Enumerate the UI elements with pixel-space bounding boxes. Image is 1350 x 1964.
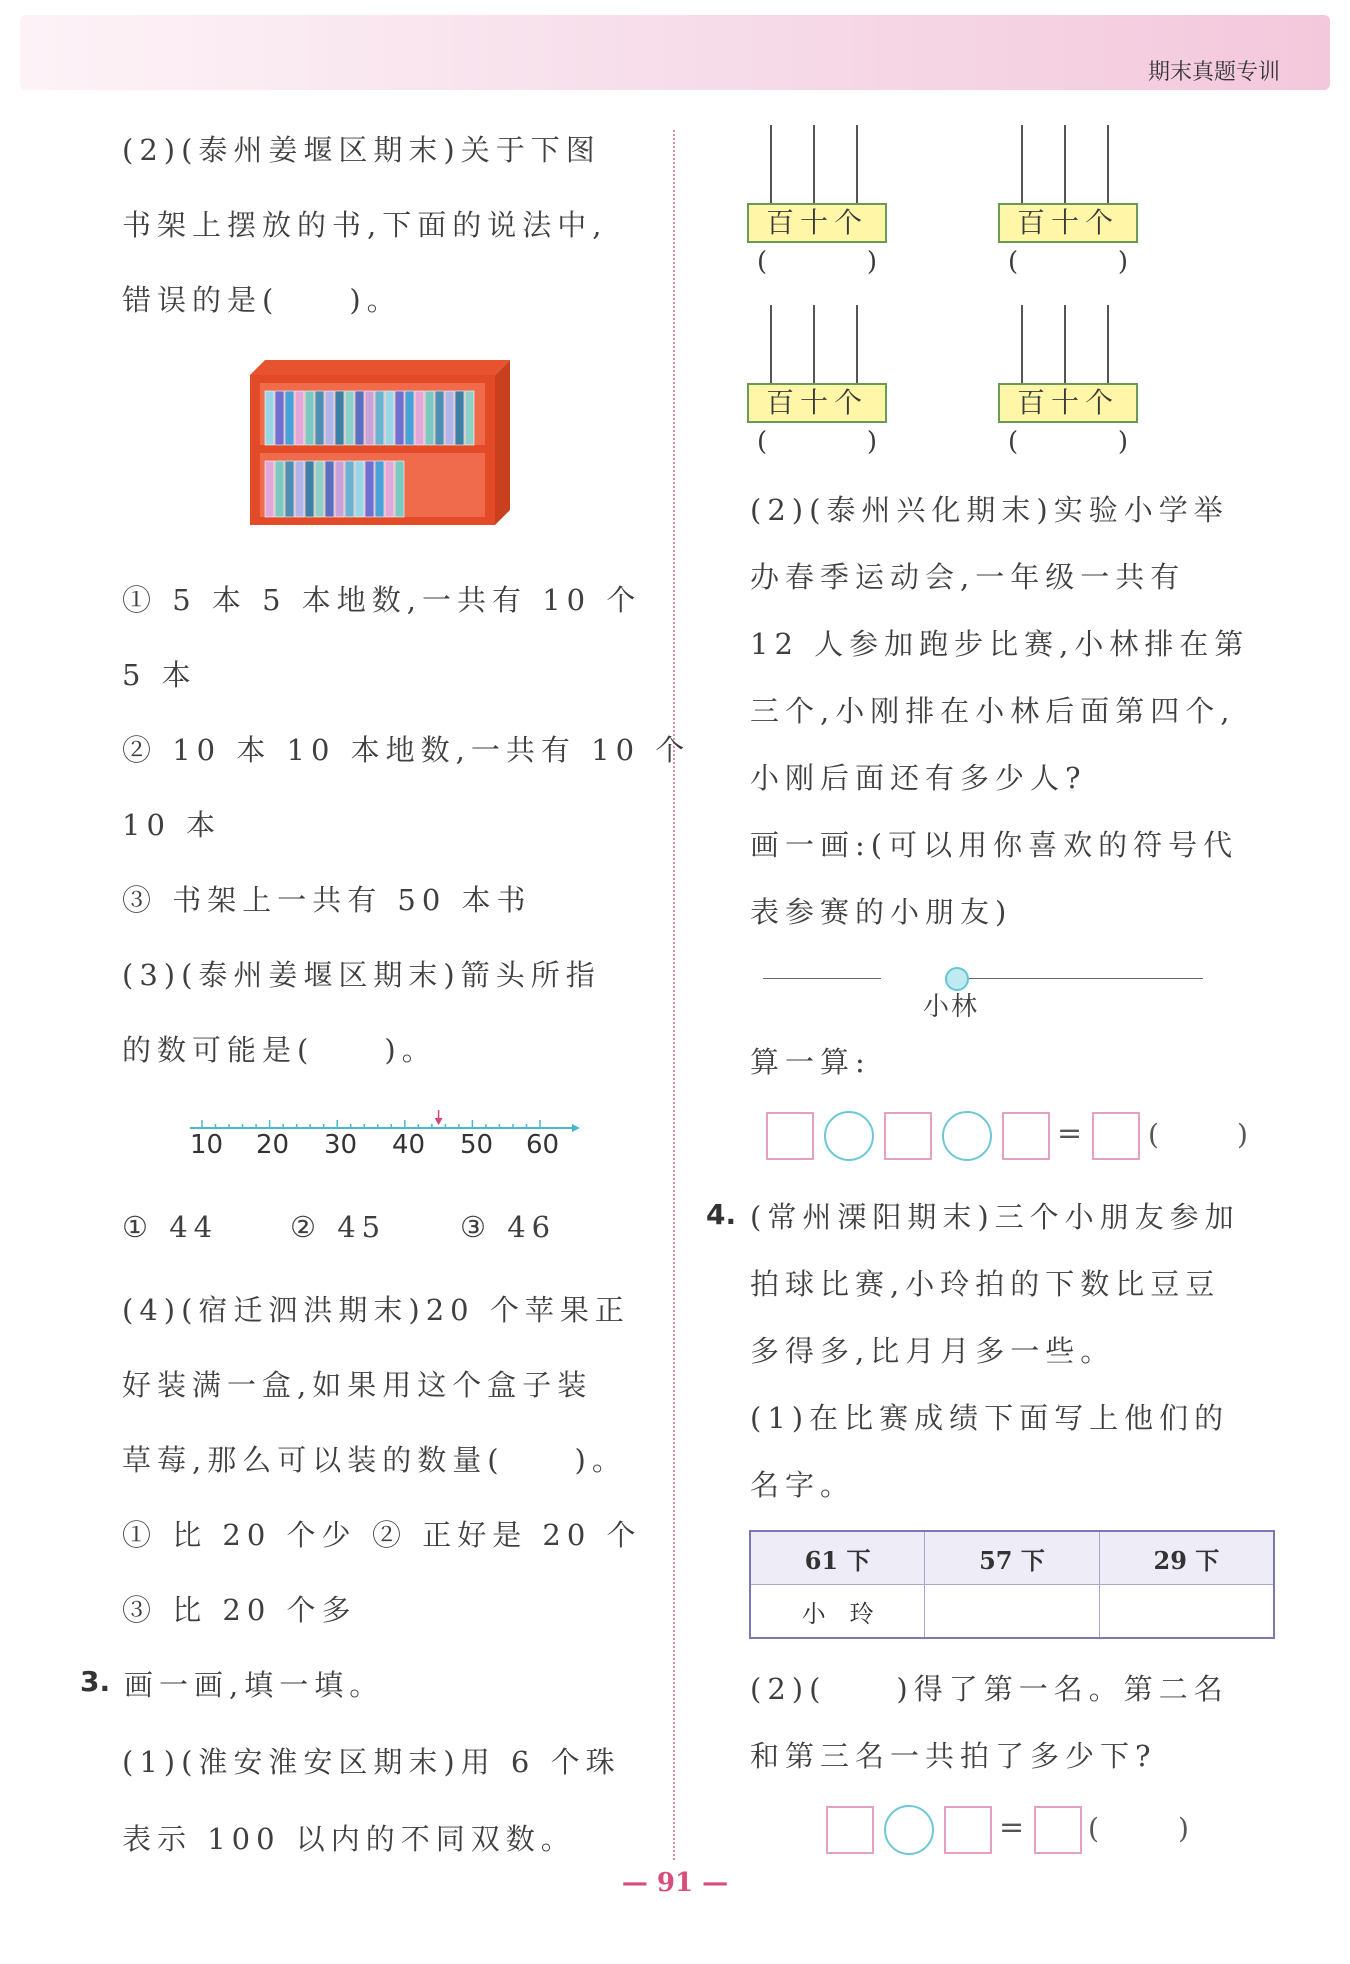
book-spine (285, 391, 294, 445)
right-q2-line: 表参赛的小朋友) (750, 895, 1013, 929)
book-spine (305, 461, 314, 517)
left-q2-option: ① 5 本 5 本地数,一共有 10 个 (122, 583, 642, 617)
page-number: — 91 — (621, 1868, 729, 1898)
calc-label: 算一算: (750, 1045, 871, 1079)
abacus (998, 305, 1138, 455)
left-q4-option: ② 正好是 20 个 (372, 1518, 642, 1552)
left-sec3-line: (1)(淮安淮安区期末)用 6 个珠 (122, 1745, 621, 1779)
section-number: 4. (706, 1198, 737, 1231)
book-spine (385, 391, 394, 445)
table-cell[interactable] (925, 1585, 1100, 1639)
header-label: 期末真题专训 (1147, 60, 1280, 85)
book-spine (325, 461, 334, 517)
book-spine (375, 391, 384, 445)
book-spine (295, 461, 304, 517)
column-divider (673, 130, 675, 1860)
section-number: 3. (80, 1665, 111, 1698)
book-spine (455, 391, 464, 445)
answer-paren-close: ) (1117, 247, 1128, 277)
right-q2-line: 小刚后面还有多少人? (750, 761, 1087, 795)
right-sec4-line: 拍球比赛,小玲拍的下数比豆豆 (750, 1267, 1221, 1301)
answer-paren-close: ) (866, 427, 877, 457)
answer-box[interactable] (766, 1112, 814, 1160)
book-spine (365, 391, 374, 445)
left-q3-line: (3)(泰州姜堰区期末)箭头所指 (122, 958, 601, 992)
book-spine (405, 391, 414, 445)
abacus-label: 百十个 (747, 203, 887, 243)
left-q4-line: (4)(宿迁泗洪期末)20 个苹果正 (122, 1293, 630, 1327)
abacus (747, 125, 887, 275)
right-q2-line: (2)(泰州兴化期末)实验小学举 (750, 493, 1229, 527)
left-q4-option: ③ 比 20 个多 (122, 1593, 357, 1627)
bookshelf-illustration (245, 355, 515, 530)
abacus (747, 305, 887, 455)
book-spine (375, 461, 384, 517)
left-q3-option: ② 45 (290, 1210, 387, 1244)
left-q3-option: ③ 46 (460, 1210, 557, 1244)
book-spine (295, 391, 304, 445)
tick-label: 20 (256, 1130, 290, 1160)
left-q2-option: 10 本 (122, 808, 222, 842)
unit-paren-close: ) (1237, 1118, 1248, 1151)
right-sec4-line: 名字。 (750, 1468, 856, 1502)
book-spine (285, 461, 294, 517)
answer-paren-open: ( (757, 427, 768, 457)
right-q2-line: 三个,小刚排在小林后面第四个, (750, 694, 1236, 728)
equals-sign: = (999, 1810, 1025, 1845)
book-spine (335, 461, 344, 517)
answer-paren-open: ( (757, 247, 768, 277)
tick-label: 40 (392, 1130, 426, 1160)
tick-label: 60 (526, 1130, 560, 1160)
answer-box[interactable] (884, 1112, 932, 1160)
answer-paren-open: ( (1008, 247, 1019, 277)
table-header: 57 下 (925, 1531, 1100, 1585)
book-spine (395, 391, 404, 445)
tick-label: 10 (190, 1130, 224, 1160)
abacus-label: 百十个 (998, 383, 1138, 423)
left-q2-option: 5 本 (122, 658, 197, 692)
tick-label: 50 (460, 1130, 494, 1160)
answer-paren-close: ) (1117, 427, 1128, 457)
answer-box[interactable] (944, 1806, 992, 1854)
book-spine (415, 391, 424, 445)
left-q4-option: ① 比 20 个少 (122, 1518, 357, 1552)
book-spine (425, 391, 434, 445)
operator-circle[interactable] (942, 1111, 992, 1161)
right-sec4-line: (常州溧阳期末)三个小朋友参加 (750, 1200, 1240, 1234)
book-spine (365, 461, 374, 517)
answer-paren-open: ( (1008, 427, 1019, 457)
right-q2b-line: 和第三名一共拍了多少下? (750, 1739, 1157, 1773)
table-header: 29 下 (1099, 1531, 1274, 1585)
unit-paren-open: ( (1148, 1118, 1159, 1151)
answer-box[interactable] (1034, 1806, 1082, 1854)
left-q2-line: 书架上摆放的书,下面的说法中, (122, 208, 608, 242)
book-spine (275, 461, 284, 517)
abacus-label: 百十个 (998, 203, 1138, 243)
equals-sign: = (1057, 1116, 1083, 1151)
right-q2-line: 办春季运动会,一年级一共有 (750, 560, 1186, 594)
book-spine (435, 391, 444, 445)
table-header: 61 下 (750, 1531, 925, 1585)
unit-paren-open: ( (1088, 1812, 1099, 1845)
book-spine (265, 461, 274, 517)
score-table (749, 1530, 1275, 1639)
book-spine (355, 461, 364, 517)
left-q3-line: 的数可能是( )。 (122, 1033, 437, 1067)
left-q4-line: 好装满一盒,如果用这个盒子装 (122, 1368, 593, 1402)
book-spine (305, 391, 314, 445)
left-q2-line: (2)(泰州姜堰区期末)关于下图 (122, 133, 601, 167)
book-spine (345, 461, 354, 517)
table-cell[interactable] (1099, 1585, 1274, 1639)
book-spine (325, 391, 334, 445)
number-line (190, 1110, 580, 1160)
unit-paren-close: ) (1178, 1812, 1189, 1845)
section-title: 画一画,填一填。 (124, 1668, 385, 1702)
book-spine (395, 461, 404, 517)
abacus-label: 百十个 (747, 383, 887, 423)
right-sec4-line: 多得多,比月月多一些。 (750, 1334, 1116, 1368)
left-q3-option: ① 44 (122, 1210, 219, 1244)
book-spine (385, 461, 394, 517)
right-q2-line: 画一画:(可以用你喜欢的符号代 (750, 828, 1239, 862)
book-spine (465, 391, 474, 445)
right-sec4-line: (1)在比赛成绩下面写上他们的 (750, 1401, 1230, 1435)
abacus (998, 125, 1138, 275)
answer-paren-close: ) (866, 247, 877, 277)
table-cell[interactable]: 小 玲 (750, 1585, 925, 1639)
answer-box[interactable] (1092, 1112, 1140, 1160)
xiaolin-label: 小林 (923, 992, 980, 1022)
arrow-head-icon (435, 1118, 443, 1125)
left-q4-line: 草莓,那么可以装的数量( )。 (122, 1443, 627, 1477)
answer-box[interactable] (1002, 1112, 1050, 1160)
left-q2-option: ③ 书架上一共有 50 本书 (122, 883, 532, 917)
right-q2-line: 12 人参加跑步比赛,小林排在第 (750, 627, 1250, 661)
tick-label: 30 (324, 1130, 358, 1160)
book-spine (335, 391, 344, 445)
operator-circle[interactable] (824, 1111, 874, 1161)
race-line (763, 960, 1263, 1020)
book-spine (265, 391, 274, 445)
header-band (20, 15, 1330, 90)
book-spine (445, 391, 454, 445)
book-spine (275, 391, 284, 445)
book-spine (315, 461, 324, 517)
left-q2-option: ② 10 本 10 本地数,一共有 10 个 (122, 733, 691, 767)
left-q2-line: 错误的是( )。 (122, 283, 402, 317)
operator-circle[interactable] (884, 1805, 934, 1855)
book-spine (315, 391, 324, 445)
right-q2b-line: (2)( )得了第一名。第二名 (750, 1672, 1229, 1706)
book-spine (345, 391, 354, 445)
left-sec3-line: 表示 100 以内的不同双数。 (122, 1822, 576, 1856)
answer-box[interactable] (826, 1806, 874, 1854)
book-spine (355, 391, 364, 445)
